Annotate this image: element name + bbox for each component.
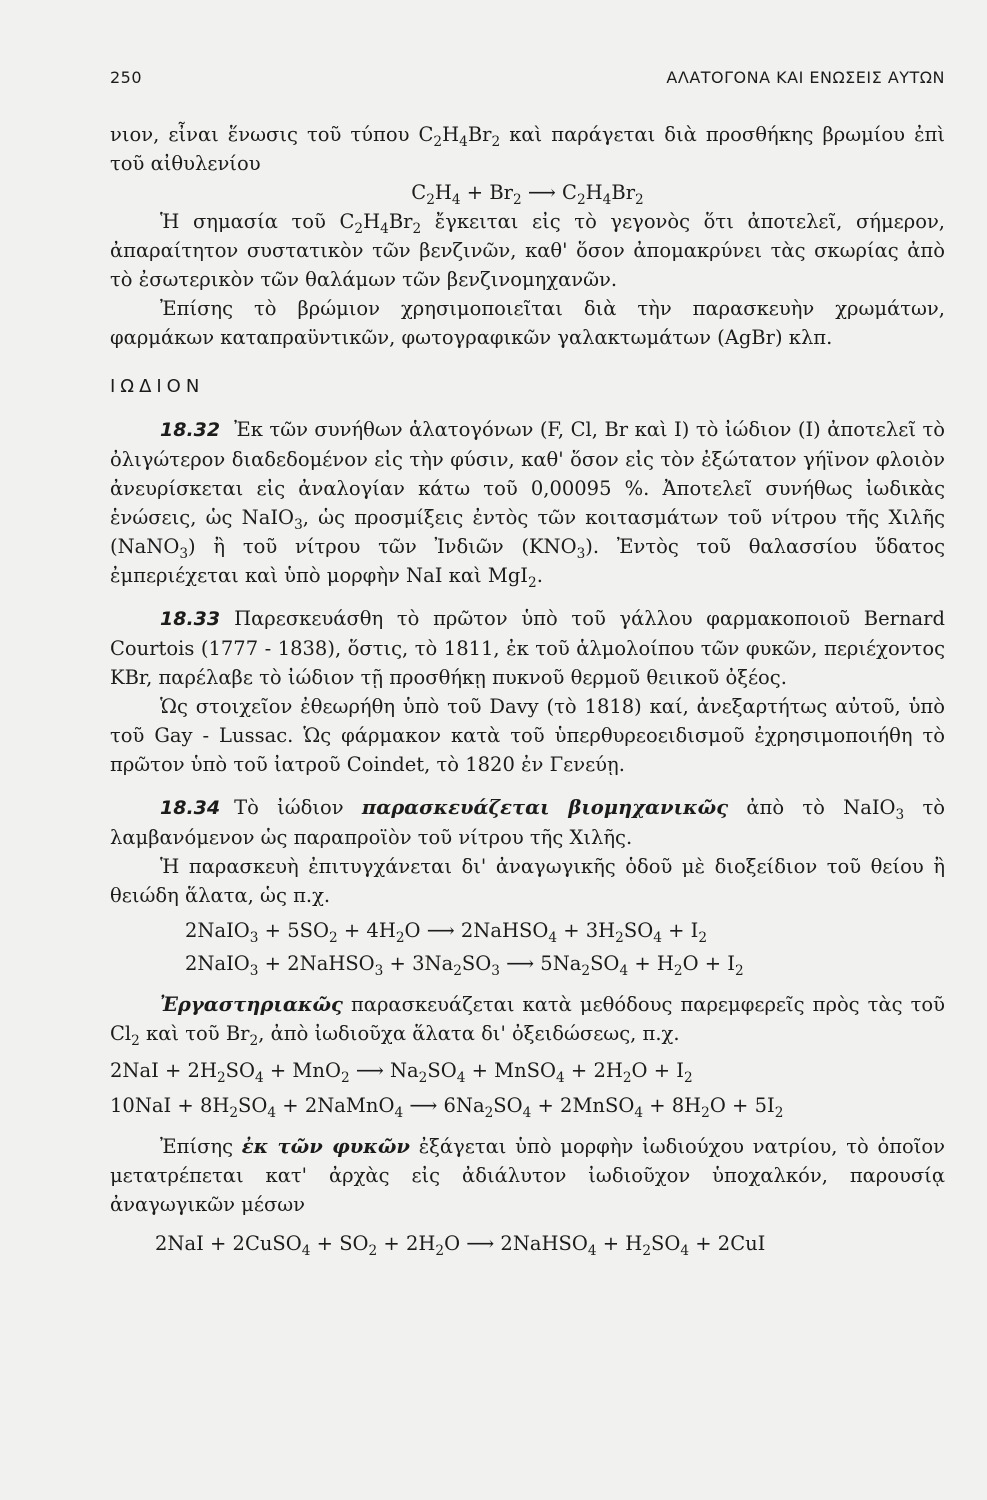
equation-iodate-sulfur-dioxide: 2NaIO$_3$ + $5SO_2 + 4H_2O$ ⟶ 2NaHSO$_4$ + $3H_2SO_4 + I_2$: [185, 919, 708, 946]
page-number: 250: [110, 68, 143, 87]
paragraph-importance: Ἡ σημασία τοῦ $C_2H_4Br_2$ ἔγκειται εἰς τὸ γεγονὸς ὅτι ἀποτελεῖ, σήμερον, ἀπαραίτητον συστατικὸν τῶν βενζινῶν, καθ' ὅσον ἀπομακρύνει τὰς σκωρίας ἀπὸ τὸ ἐσωτερικὸν τῶν θαλάμων τῶν βενζινομηχανῶν.: [110, 210, 945, 291]
paragraph-18-32: 18.32 Ἐκ τῶν συνήθων ἁλατογόνων (F, Cl, Br καὶ I) τὸ ἰώδιον (I) ἀποτελεῖ τὸ ὀλιγώτερον διαδεδομένον εἰς τὴν φύσιν, καθ' ὅσον εἰς τὸν ἐξώτατον γήϊνον φλοιὸν ἀνευρίσκεται εἰς ἀναλογίαν κάτω τοῦ 0,00095 %. Ἀποτελεῖ συνήθως ἰωδικὰς ἑνώσεις, ὡς NaIO$_3$, ὡς προσμίξεις ἐντὸς τῶν κοιτασμάτων τοῦ νίτρου τῆς Χιλῆς (NaNO$_3$) ἢ τοῦ νίτρου τῶν Ἰνδιῶν $(KNO_3)$. Ἐντὸς τοῦ θαλασσίου ὕδατος ἐμπεριέχεται καὶ ὑπὸ μορφὴν NaI καὶ MgI$_2$.: [110, 418, 946, 591]
running-title: ΑΛΑΤΟΓΟΝΑ ΚΑΙ ΕΝΩΣΕΙΣ ΑΥΤΩΝ: [666, 68, 945, 87]
page-body: [110, 120, 945, 1258]
section-number: 18.33: [160, 608, 221, 630]
paragraph-18-34: 18.34 Τὸ ἰώδιον παρασκευάζεται βιομηχανικῶς ἀπὸ τὸ NaIO$_3$ τὸ λαμβανόμενον ὡς παραπροϊὸν τοῦ νίτρου τῆς Χιλῆς.: [110, 796, 945, 849]
paragraph-seaweed-extraction: Ἐπίσης ἐκ τῶν φυκῶν ἐξάγεται ὑπὸ μορφὴν ἰωδιούχου νατρίου, τὸ ὁποῖον μετατρέπεται κατ' ἀρχὰς εἰς ἀδιάλυτον ἰωδιοῦχον ὑποχαλκόν, παρουσίᾳ ἀναγωγικῶν μέσων: [110, 1135, 945, 1216]
paragraph-bromine-uses: Ἐπίσης τὸ βρώμιον χρησιμοποιεῖται διὰ τὴν παρασκευὴν χρωμάτων, φαρμάκων καταπραϋντικῶν, φωτογραφικῶν γαλακτωμάτων (AgBr) κλπ.: [110, 297, 945, 349]
paragraph-18-33-history: Ὡς στοιχεῖον ἐθεωρήθη ὑπὸ τοῦ Davy (τὸ 1818) καί, ἀνεξαρτήτως αὐτοῦ, ὑπὸ τοῦ Gay - Lussac. Ὡς φάρμακον κατὰ τοῦ ὑπερθυρεοειδισμοῦ ἐχρησιμοποιήθη τὸ πρῶτον ὑπὸ τοῦ ἰατροῦ Coindet, τὸ 1820 ἐν Γενεύῃ.: [110, 695, 945, 776]
paragraph-18-34-process: Ἡ παρασκευὴ ἐπιτυγχάνεται δι' ἀναγωγικῆς ὁδοῦ μὲ διοξείδιον τοῦ θείου ἢ θειώδη ἅλατα, ὡς π.χ.: [110, 855, 945, 907]
section-number: 18.32: [160, 419, 221, 441]
equation-iodide-permanganate: $10NaI + 8H_2SO_4$ + 2NaMnO$_4$ ⟶ $6Na_2SO_4$ + 2MnSO$_4$ + $8H_2O + 5I_2$: [110, 1094, 784, 1121]
equation-iodate-bisulfite: 2NaIO$_3$ + 2NaHSO$_3$ + $3Na_2SO_3$ ⟶ $5Na_2SO_4 + H_2O + I_2$: [185, 952, 744, 979]
section-number: 18.34: [160, 797, 221, 819]
section-heading-iodine: ΙΩΔΙΟΝ: [110, 376, 205, 397]
running-header: [110, 68, 945, 92]
paragraph-laboratory: Ἐργαστηριακῶς παρασκευάζεται κατὰ μεθόδους παρεμφερεῖς πρὸς τὰς τοῦ $Cl_2$ καὶ τοῦ $Br_2$, ἀπὸ ἰωδιοῦχα ἅλατα δι' ὀξειδώσεως, π.χ.: [110, 993, 945, 1049]
equation-ethylene-bromination: $C_2H_4 + Br_2$ ⟶ $C_2H_4Br_2$: [411, 181, 644, 208]
equation-cuprous-iodide: 2NaI + 2CuSO$_4$ + $SO_2 + 2H_2O$ ⟶ 2NaHSO$_4$ + $H_2SO_4 + 2CuI$: [155, 1232, 766, 1259]
equation-iodide-manganese-dioxide: $2NaI + 2H_2SO_4 + MnO_2$ ⟶ $Na_2SO_4$ + MnSO$_4$ + $2H_2O + I_2$: [110, 1059, 693, 1086]
paragraph-ethylene-bromide: νιον, εἶναι ἕνωσις τοῦ τύπου $C_2H_4Br_2$ καὶ παράγεται διὰ προσθήκης βρωμίου ἐπὶ τοῦ αἰθυλενίου: [110, 123, 946, 175]
paragraph-18-33: 18.33 Παρεσκευάσθη τὸ πρῶτον ὑπὸ τοῦ γάλλου φαρμακοποιοῦ Bernard Courtois (1777 - 1838), ὅστις, τὸ 1811, ἐκ τοῦ ἁλμολοίπου τῶν φυκῶν, περιέχοντος KBr, παρέλαβε τὸ ἰώδιον τῇ προσθήκῃ πυκνοῦ θερμοῦ θειικοῦ ὀξέος.: [110, 607, 945, 689]
